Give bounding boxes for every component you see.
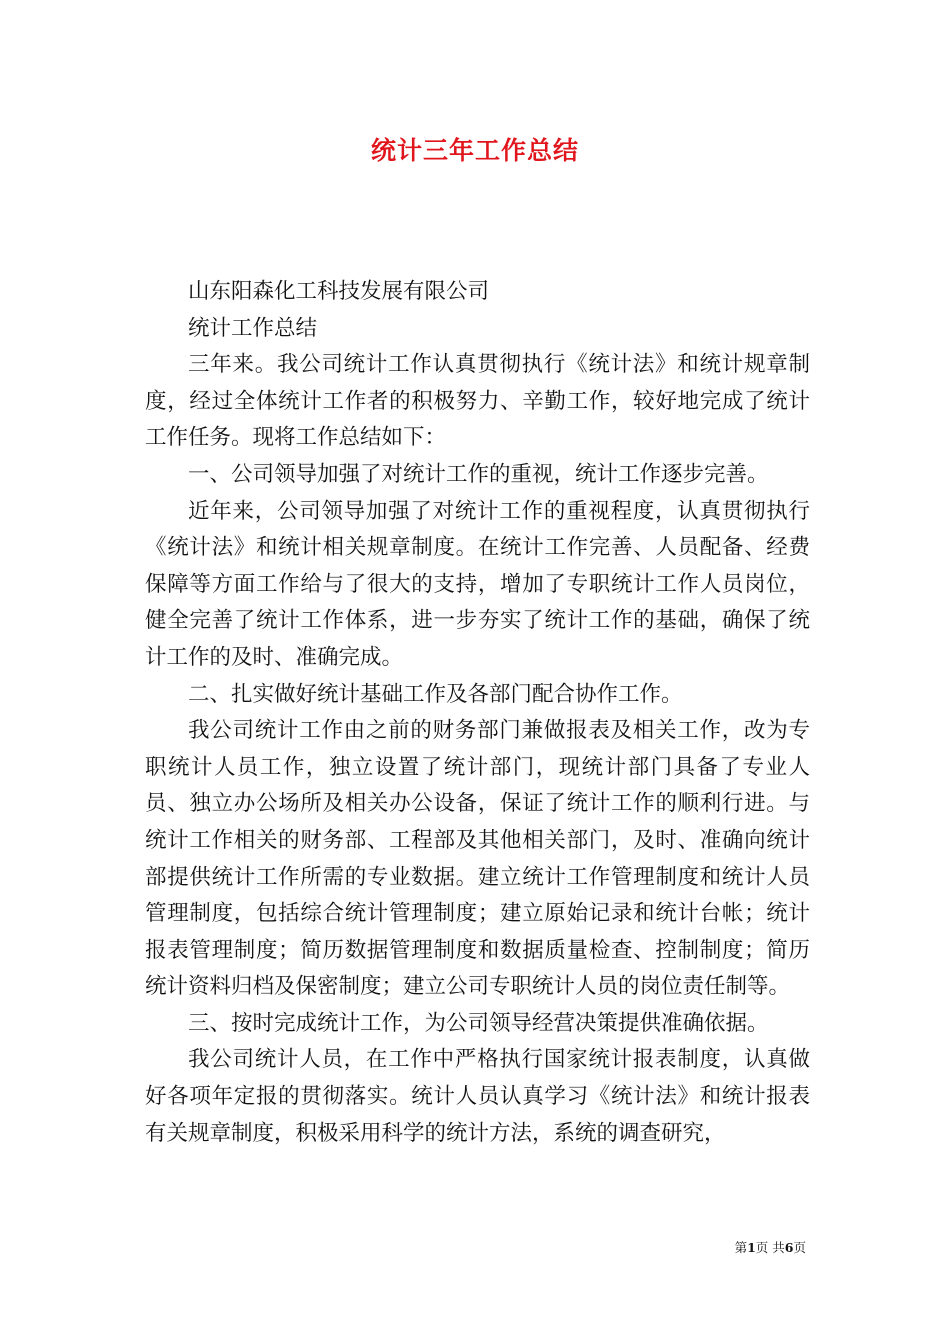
document-title: 统计三年工作总结 <box>370 136 579 165</box>
page-footer <box>735 1239 806 1257</box>
section-body-2: 我公司统计工作由之前的财务部门兼做报表及相关工作，改为专职统计人员工作，独立设置了统计部门，现统计部门具备了专业人员、独立办公场所及相关办公设备，保证了统计工作的顺利行进。与统计工作相关的财务部、工程部及其他相关部门，及时、准确向统计部提供统计工作所需的专业数据。建立统计工作管理制度和统计人员管理制度，包括综合统计管理制度；建立原始记录和统计台帐；统计报表管理制度；简历数据管理制度和数据质量检查、控制制度；简历统计资料归档及保密制度；建立公司专职统计人员的岗位责任制等。 <box>145 718 810 1000</box>
company-name: 山东阳森化工科技发展有限公司 <box>188 279 490 304</box>
section-body-1: 近年来，公司领导加强了对统计工作的重视程度，认真贯彻执行《统计法》和统计相关规章制度。在统计工作完善、人员配备、经费保障等方面工作给与了很大的支持，增加了专职统计工作人员岗位，健全完善了统计工作体系，进一步夯实了统计工作的基础，确保了统计工作的及时、准确完成。 <box>145 498 810 670</box>
section-heading-3: 三、按时完成统计工作，为公司领导经营决策提供准确依据。 <box>188 1010 769 1036</box>
section-body-3: 我公司统计人员，在工作中严格执行国家统计报表制度，认真做好各项年定报的贯彻落实。统计人员认真学习《统计法》和统计报表有关规章制度，积极采用科学的统计方法，系统的调查研究， <box>145 1047 810 1146</box>
total-page-number: 6 <box>784 1240 794 1255</box>
document-body <box>145 274 810 1152</box>
footer-prefix: 第 <box>734 1240 748 1255</box>
footer-middle: 页 共 <box>755 1240 785 1255</box>
footer-suffix: 页 <box>793 1240 806 1255</box>
section-heading-2: 二、扎实做好统计基础工作及各部门配合协作工作。 <box>188 681 683 707</box>
current-page-number: 1 <box>747 1240 756 1255</box>
subtitle: 统计工作总结 <box>188 315 318 341</box>
intro-paragraph: 三年来。我公司统计工作认真贯彻执行《统计法》和统计规章制度，经过全体统计工作者的积极努力、辛勤工作，较好地完成了统计工作任务。现将工作总结如下： <box>145 352 810 451</box>
section-heading-1: 一、公司领导加强了对统计工作的重视，统计工作逐步完善。 <box>188 461 769 487</box>
